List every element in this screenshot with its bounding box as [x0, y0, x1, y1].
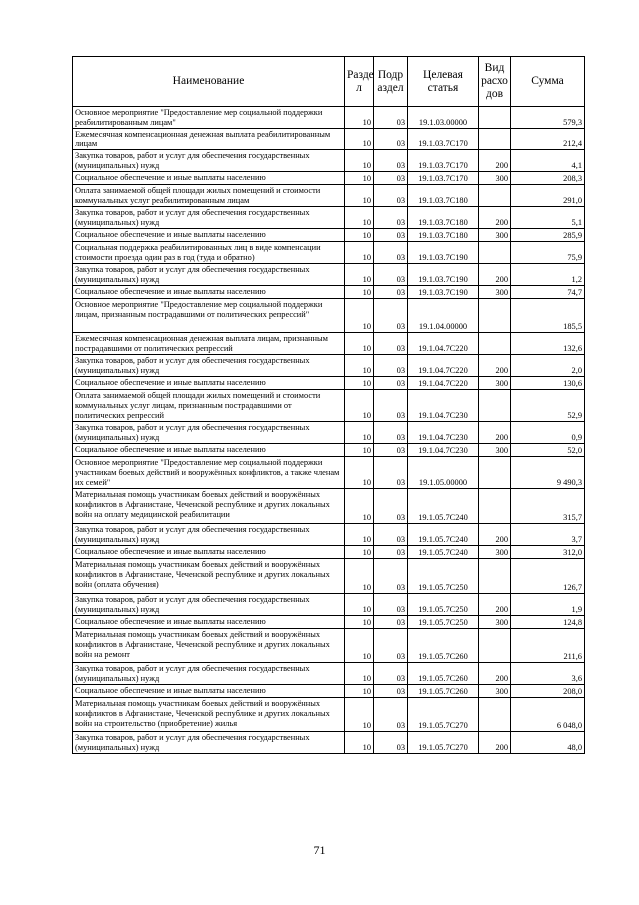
row-sum-cell: 75,9 — [511, 242, 585, 264]
row-sum-cell: 208,0 — [511, 685, 585, 698]
row-name-cell: Закупка товаров, работ и услуг для обеспечения государственных (муниципальных) нужд — [73, 207, 345, 229]
row-podrazdel-cell: 03 — [374, 629, 408, 663]
row-podrazdel-cell: 03 — [374, 333, 408, 355]
row-sum-cell: 4,1 — [511, 150, 585, 172]
row-sum-cell: 1,2 — [511, 264, 585, 286]
row-vid-cell: 200 — [479, 355, 511, 377]
table-row — [73, 242, 585, 264]
row-name-cell: Закупка товаров, работ и услуг для обеспечения государственных (муниципальных) нужд — [73, 150, 345, 172]
header-name: Наименование — [73, 57, 345, 107]
row-vid-cell — [479, 489, 511, 524]
row-sum-cell: 285,9 — [511, 229, 585, 242]
row-sum-cell: 2,0 — [511, 355, 585, 377]
row-razdel-cell: 10 — [345, 663, 374, 685]
row-article-cell: 19.1.03.7С180 — [408, 207, 479, 229]
row-vid-cell — [479, 242, 511, 264]
row-podrazdel-cell: 03 — [374, 457, 408, 489]
row-name-cell: Ежемесячная компенсационная денежная выплата реабилитированным лицам — [73, 128, 345, 150]
row-razdel-cell: 10 — [345, 685, 374, 698]
row-podrazdel-cell: 03 — [374, 286, 408, 299]
row-podrazdel-cell: 03 — [374, 616, 408, 629]
row-razdel-cell: 10 — [345, 264, 374, 286]
table-row — [73, 390, 585, 422]
table-row — [73, 616, 585, 629]
row-vid-cell — [479, 698, 511, 732]
table-row — [73, 732, 585, 754]
row-vid-cell: 300 — [479, 546, 511, 559]
row-podrazdel-cell: 03 — [374, 685, 408, 698]
table-row — [73, 264, 585, 286]
row-article-cell: 19.1.04.00000 — [408, 299, 479, 333]
table-row — [73, 546, 585, 559]
row-vid-cell: 200 — [479, 594, 511, 616]
row-article-cell: 19.1.05.7С250 — [408, 594, 479, 616]
row-razdel-cell: 10 — [345, 377, 374, 390]
row-name-cell: Социальная поддержка реабилитированных лиц в виде компенсации стоимости проезда один раз в год (туда и обратно) — [73, 242, 345, 264]
row-name-cell: Социальное обеспечение и иные выплаты населению — [73, 616, 345, 629]
row-vid-cell: 300 — [479, 172, 511, 185]
row-razdel-cell: 10 — [345, 489, 374, 524]
table-row — [73, 663, 585, 685]
row-name-cell: Материальная помощь участникам боевых действий и вооружённых конфликтов в Афганистане, Чеченской республике и других локальных войн (оплата обучения) — [73, 559, 345, 594]
row-article-cell: 19.1.04.7С220 — [408, 377, 479, 390]
row-name-cell: Основное мероприятие "Предоставление мер социальной поддержки лицам, признанным пострадавшими от политических репрессий" — [73, 299, 345, 333]
row-name-cell: Материальная помощь участникам боевых действий и вооружённых конфликтов в Афганистане, Чеченской республике и других локальных войн на ремонт — [73, 629, 345, 663]
row-razdel-cell: 10 — [345, 286, 374, 299]
row-razdel-cell: 10 — [345, 299, 374, 333]
row-razdel-cell: 10 — [345, 107, 374, 129]
header-vid: Вид расхо дов — [479, 57, 511, 107]
row-name-cell: Материальная помощь участникам боевых действий и вооружённых конфликтов в Афганистане, Чеченской республике и других локальных войн на строительство (приобретение) жилья — [73, 698, 345, 732]
row-name-cell: Основное мероприятие "Предоставление мер социальной поддержки реабилитированным лицам" — [73, 107, 345, 129]
row-razdel-cell: 10 — [345, 444, 374, 457]
table-row — [73, 299, 585, 333]
row-vid-cell: 200 — [479, 663, 511, 685]
row-name-cell: Закупка товаров, работ и услуг для обеспечения государственных (муниципальных) нужд — [73, 594, 345, 616]
row-vid-cell — [479, 299, 511, 333]
row-name-cell: Социальное обеспечение и иные выплаты населению — [73, 444, 345, 457]
row-sum-cell: 9 490,3 — [511, 457, 585, 489]
table-row — [73, 377, 585, 390]
row-vid-cell — [479, 457, 511, 489]
row-name-cell: Социальное обеспечение и иные выплаты населению — [73, 377, 345, 390]
row-podrazdel-cell: 03 — [374, 377, 408, 390]
row-name-cell: Закупка товаров, работ и услуг для обеспечения государственных (муниципальных) нужд — [73, 264, 345, 286]
row-sum-cell: 212,4 — [511, 128, 585, 150]
row-name-cell: Оплата занимаемой общей площади жилых помещений и стоимости коммунальных услуг реабилитированным лицам — [73, 185, 345, 207]
row-article-cell: 19.1.03.7С180 — [408, 229, 479, 242]
row-sum-cell: 211,6 — [511, 629, 585, 663]
row-sum-cell: 185,5 — [511, 299, 585, 333]
table-row — [73, 457, 585, 489]
row-article-cell: 19.1.05.7С260 — [408, 685, 479, 698]
row-sum-cell: 579,3 — [511, 107, 585, 129]
row-article-cell: 19.1.04.7С220 — [408, 333, 479, 355]
row-sum-cell: 52,9 — [511, 390, 585, 422]
row-podrazdel-cell: 03 — [374, 559, 408, 594]
row-podrazdel-cell: 03 — [374, 524, 408, 546]
row-podrazdel-cell: 03 — [374, 242, 408, 264]
table-row — [73, 594, 585, 616]
row-podrazdel-cell: 03 — [374, 150, 408, 172]
row-vid-cell: 200 — [479, 422, 511, 444]
row-vid-cell — [479, 390, 511, 422]
table-row — [73, 207, 585, 229]
row-name-cell: Материальная помощь участникам боевых действий и вооружённых конфликтов в Афганистане, Чеченской республике и других локальных войн на оплату медицинской реабилитации — [73, 489, 345, 524]
table-row — [73, 333, 585, 355]
table-row — [73, 128, 585, 150]
row-razdel-cell: 10 — [345, 559, 374, 594]
table-row — [73, 172, 585, 185]
table-row — [73, 444, 585, 457]
row-sum-cell: 130,6 — [511, 377, 585, 390]
row-vid-cell: 300 — [479, 286, 511, 299]
row-razdel-cell: 10 — [345, 355, 374, 377]
row-podrazdel-cell: 03 — [374, 299, 408, 333]
row-razdel-cell: 10 — [345, 524, 374, 546]
table-row — [73, 559, 585, 594]
row-vid-cell — [479, 559, 511, 594]
row-sum-cell: 208,3 — [511, 172, 585, 185]
row-vid-cell — [479, 629, 511, 663]
row-sum-cell: 3,7 — [511, 524, 585, 546]
row-podrazdel-cell: 03 — [374, 546, 408, 559]
row-name-cell: Закупка товаров, работ и услуг для обеспечения государственных (муниципальных) нужд — [73, 663, 345, 685]
row-podrazdel-cell: 03 — [374, 229, 408, 242]
page-number: 71 — [313, 843, 326, 857]
row-podrazdel-cell: 03 — [374, 107, 408, 129]
header-article: Целевая статья — [408, 57, 479, 107]
row-article-cell: 19.1.05.7С240 — [408, 489, 479, 524]
row-article-cell: 19.1.03.7С170 — [408, 128, 479, 150]
row-name-cell: Социальное обеспечение и иные выплаты населению — [73, 172, 345, 185]
row-sum-cell: 1,9 — [511, 594, 585, 616]
header-podrazdel: Подр аздел — [374, 57, 408, 107]
row-article-cell: 19.1.05.00000 — [408, 457, 479, 489]
row-razdel-cell: 10 — [345, 422, 374, 444]
row-podrazdel-cell: 03 — [374, 594, 408, 616]
row-vid-cell: 300 — [479, 377, 511, 390]
table-row — [73, 422, 585, 444]
row-podrazdel-cell: 03 — [374, 422, 408, 444]
row-podrazdel-cell: 03 — [374, 264, 408, 286]
header-sum: Сумма — [511, 57, 585, 107]
row-article-cell: 19.1.04.7С220 — [408, 355, 479, 377]
row-sum-cell: 3,6 — [511, 663, 585, 685]
row-article-cell: 19.1.04.7С230 — [408, 444, 479, 457]
table-row — [73, 150, 585, 172]
row-vid-cell: 300 — [479, 685, 511, 698]
row-razdel-cell: 10 — [345, 546, 374, 559]
table-row — [73, 107, 585, 129]
row-vid-cell: 300 — [479, 444, 511, 457]
row-name-cell: Закупка товаров, работ и услуг для обеспечения государственных (муниципальных) нужд — [73, 422, 345, 444]
row-name-cell: Закупка товаров, работ и услуг для обеспечения государственных (муниципальных) нужд — [73, 355, 345, 377]
row-vid-cell: 200 — [479, 150, 511, 172]
row-razdel-cell: 10 — [345, 172, 374, 185]
row-podrazdel-cell: 03 — [374, 489, 408, 524]
row-vid-cell: 200 — [479, 524, 511, 546]
row-vid-cell — [479, 107, 511, 129]
table-row — [73, 685, 585, 698]
row-article-cell: 19.1.05.7С270 — [408, 732, 479, 754]
row-razdel-cell: 10 — [345, 457, 374, 489]
row-razdel-cell: 10 — [345, 594, 374, 616]
row-podrazdel-cell: 03 — [374, 698, 408, 732]
row-podrazdel-cell: 03 — [374, 732, 408, 754]
row-sum-cell: 74,7 — [511, 286, 585, 299]
row-razdel-cell: 10 — [345, 128, 374, 150]
row-article-cell: 19.1.05.7С250 — [408, 616, 479, 629]
row-article-cell: 19.1.03.7С170 — [408, 172, 479, 185]
row-name-cell: Социальное обеспечение и иные выплаты населению — [73, 546, 345, 559]
row-name-cell: Основное мероприятие "Предоставление мер социальной поддержки участникам боевых действий и вооружённых конфликтов, а также членам их семей" — [73, 457, 345, 489]
row-vid-cell — [479, 333, 511, 355]
row-razdel-cell: 10 — [345, 185, 374, 207]
table-row — [73, 229, 585, 242]
row-sum-cell: 312,0 — [511, 546, 585, 559]
table-header-row — [73, 57, 585, 107]
table-row — [73, 355, 585, 377]
table-row — [73, 185, 585, 207]
row-sum-cell: 0,9 — [511, 422, 585, 444]
row-name-cell: Закупка товаров, работ и услуг для обеспечения государственных (муниципальных) нужд — [73, 524, 345, 546]
row-vid-cell: 200 — [479, 732, 511, 754]
row-podrazdel-cell: 03 — [374, 172, 408, 185]
row-article-cell: 19.1.04.7С230 — [408, 422, 479, 444]
row-sum-cell: 124,8 — [511, 616, 585, 629]
row-name-cell: Оплата занимаемой общей площади жилых помещений и стоимости коммунальных услуг лицам, признанным пострадавшими от политических репрессий — [73, 390, 345, 422]
row-podrazdel-cell: 03 — [374, 185, 408, 207]
row-article-cell: 19.1.03.7С190 — [408, 242, 479, 264]
budget-table — [72, 56, 585, 754]
row-vid-cell: 200 — [479, 264, 511, 286]
row-podrazdel-cell: 03 — [374, 128, 408, 150]
table-row — [73, 524, 585, 546]
table-row — [73, 698, 585, 732]
row-razdel-cell: 10 — [345, 150, 374, 172]
row-name-cell: Закупка товаров, работ и услуг для обеспечения государственных (муниципальных) нужд — [73, 732, 345, 754]
row-name-cell: Ежемесячная компенсационная денежная выплата лицам, признанным пострадавшими от политических репрессий — [73, 333, 345, 355]
row-article-cell: 19.1.03.7С170 — [408, 150, 479, 172]
row-article-cell: 19.1.05.7С250 — [408, 559, 479, 594]
row-article-cell: 19.1.03.7С190 — [408, 286, 479, 299]
row-article-cell: 19.1.03.7С180 — [408, 185, 479, 207]
row-razdel-cell: 10 — [345, 390, 374, 422]
row-article-cell: 19.1.03.00000 — [408, 107, 479, 129]
budget-table-container — [72, 56, 584, 754]
row-article-cell: 19.1.04.7С230 — [408, 390, 479, 422]
row-vid-cell: 300 — [479, 616, 511, 629]
row-article-cell: 19.1.05.7С270 — [408, 698, 479, 732]
row-razdel-cell: 10 — [345, 698, 374, 732]
row-razdel-cell: 10 — [345, 616, 374, 629]
row-sum-cell: 52,0 — [511, 444, 585, 457]
row-podrazdel-cell: 03 — [374, 207, 408, 229]
row-sum-cell: 126,7 — [511, 559, 585, 594]
row-podrazdel-cell: 03 — [374, 663, 408, 685]
row-article-cell: 19.1.05.7С240 — [408, 524, 479, 546]
table-row — [73, 286, 585, 299]
row-podrazdel-cell: 03 — [374, 355, 408, 377]
row-vid-cell: 300 — [479, 229, 511, 242]
row-sum-cell: 6 048,0 — [511, 698, 585, 732]
row-sum-cell: 132,6 — [511, 333, 585, 355]
table-row — [73, 629, 585, 663]
row-sum-cell: 5,1 — [511, 207, 585, 229]
row-sum-cell: 48,0 — [511, 732, 585, 754]
row-sum-cell: 291,0 — [511, 185, 585, 207]
row-razdel-cell: 10 — [345, 732, 374, 754]
row-razdel-cell: 10 — [345, 333, 374, 355]
row-article-cell: 19.1.05.7С240 — [408, 546, 479, 559]
row-vid-cell — [479, 128, 511, 150]
row-name-cell: Социальное обеспечение и иные выплаты населению — [73, 229, 345, 242]
row-article-cell: 19.1.05.7С260 — [408, 629, 479, 663]
row-vid-cell: 200 — [479, 207, 511, 229]
row-name-cell: Социальное обеспечение и иные выплаты населению — [73, 685, 345, 698]
row-podrazdel-cell: 03 — [374, 444, 408, 457]
row-razdel-cell: 10 — [345, 207, 374, 229]
row-razdel-cell: 10 — [345, 229, 374, 242]
row-sum-cell: 315,7 — [511, 489, 585, 524]
row-razdel-cell: 10 — [345, 629, 374, 663]
row-razdel-cell: 10 — [345, 242, 374, 264]
row-article-cell: 19.1.03.7С190 — [408, 264, 479, 286]
row-name-cell: Социальное обеспечение и иные выплаты населению — [73, 286, 345, 299]
row-article-cell: 19.1.05.7С260 — [408, 663, 479, 685]
row-vid-cell — [479, 185, 511, 207]
row-podrazdel-cell: 03 — [374, 390, 408, 422]
table-row — [73, 489, 585, 524]
header-razdel: Разде л — [345, 57, 374, 107]
